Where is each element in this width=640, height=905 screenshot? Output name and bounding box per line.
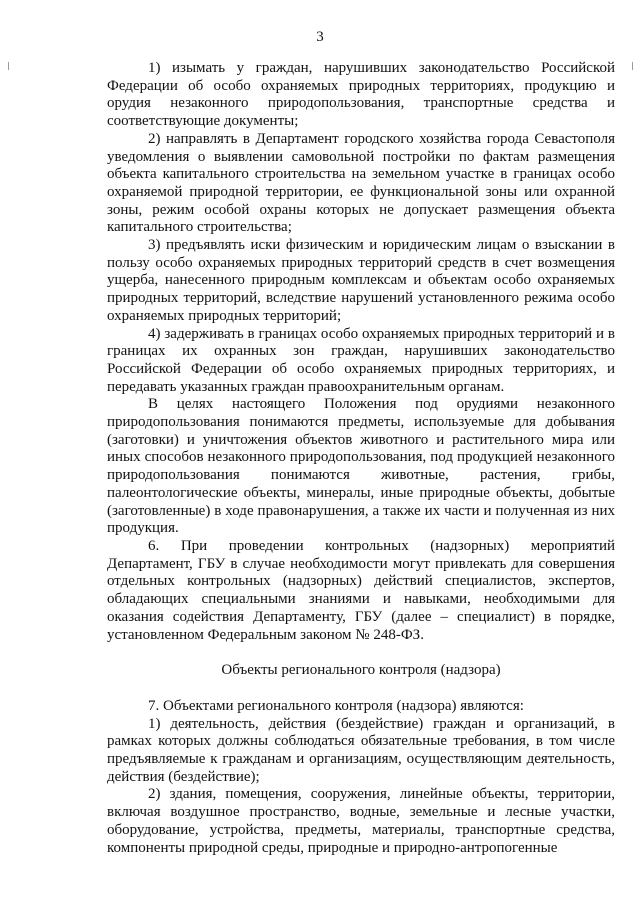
page-number: 3 <box>316 29 324 45</box>
paragraph-definitions: В целях настоящего Положения под орудиями незаконного природопользования понимаются предметы, используемые для добывания (заготовки) и уничтожения объектов животного и растительного мира или иных способов незаконного природопользования, под продукцией незаконного природопользования понимаются животные, растения, грибы, палеонтологические объекты, минералы, иные природные объекты, добытые (заготовленные) в ходе правонарушения, а также их части и полученная из них продукция. <box>107 396 615 537</box>
document-body <box>107 60 615 857</box>
paragraph-objects-2: 2) здания, помещения, сооружения, линейные объекты, территории, включая воздушное пространство, водные, земельные и лесные участки, оборудование, устройства, предметы, материалы, транспортные средства, компоненты природной среды, природные и природно-антропогенные <box>107 786 615 856</box>
paragraph-item-3: 3) предъявлять иски физическим и юридическим лицам о взыскании в пользу особо охраняемых природных территорий средств в счет возмещения ущерба, нанесенного природным комплексам и объектам особо охраняемых природных территорий, вследствие нарушений установленного режима особо охраняемых природных территорий; <box>107 237 615 324</box>
paragraph-clause-7: 7. Объектами регионального контроля (надзора) являются: <box>148 697 524 714</box>
left-edge-mark <box>8 62 9 70</box>
section-heading: Объекты регионального контроля (надзора) <box>221 662 501 679</box>
paragraph-item-1: 1) изымать у граждан, нарушивших законодательство Российской Федерации об особо охраняемых природных территориях, продукцию и орудия незаконного природопользования, транспортные средства и соответствующие документы; <box>107 60 615 130</box>
paragraph-objects-1: 1) деятельность, действия (бездействие) граждан и организаций, в рамках которых должны соблюдаться обязательные требования, в том числе предъявляемые к гражданам и организациям, осуществляющим деятельность, действия (бездействие); <box>107 715 615 785</box>
paragraph-clause-6: 6. При проведении контрольных (надзорных) мероприятий Департамент, ГБУ в случае необходимости могут привлекать для совершения отдельных контрольных (надзорных) действий специалистов, экспертов, обладающих специальными знаниями и навыками, необходимыми для оказания содействия Департаменту, ГБУ (далее – специалист) в порядке, установленном Федеральным законом № 248-ФЗ. <box>107 537 615 643</box>
paragraph-item-2: 2) направлять в Департамент городского хозяйства города Севастополя уведомления о выявлении самовольной постройки по фактам размещения объекта капитального строительства на земельном участке в границах особо охраняемой природной территории, ее функциональной зоны или охранной зоны, режим особой охраны которых не допускает размещения объекта капитального строительства; <box>107 130 615 236</box>
right-edge-mark <box>632 62 633 70</box>
paragraph-item-4: 4) задерживать в границах особо охраняемых природных территорий и в границах их охранных зон граждан, нарушивших законодательство Российской Федерации об особо охраняемых природных территориях, и передавать указанных граждан правоохранительным органам. <box>107 325 615 395</box>
